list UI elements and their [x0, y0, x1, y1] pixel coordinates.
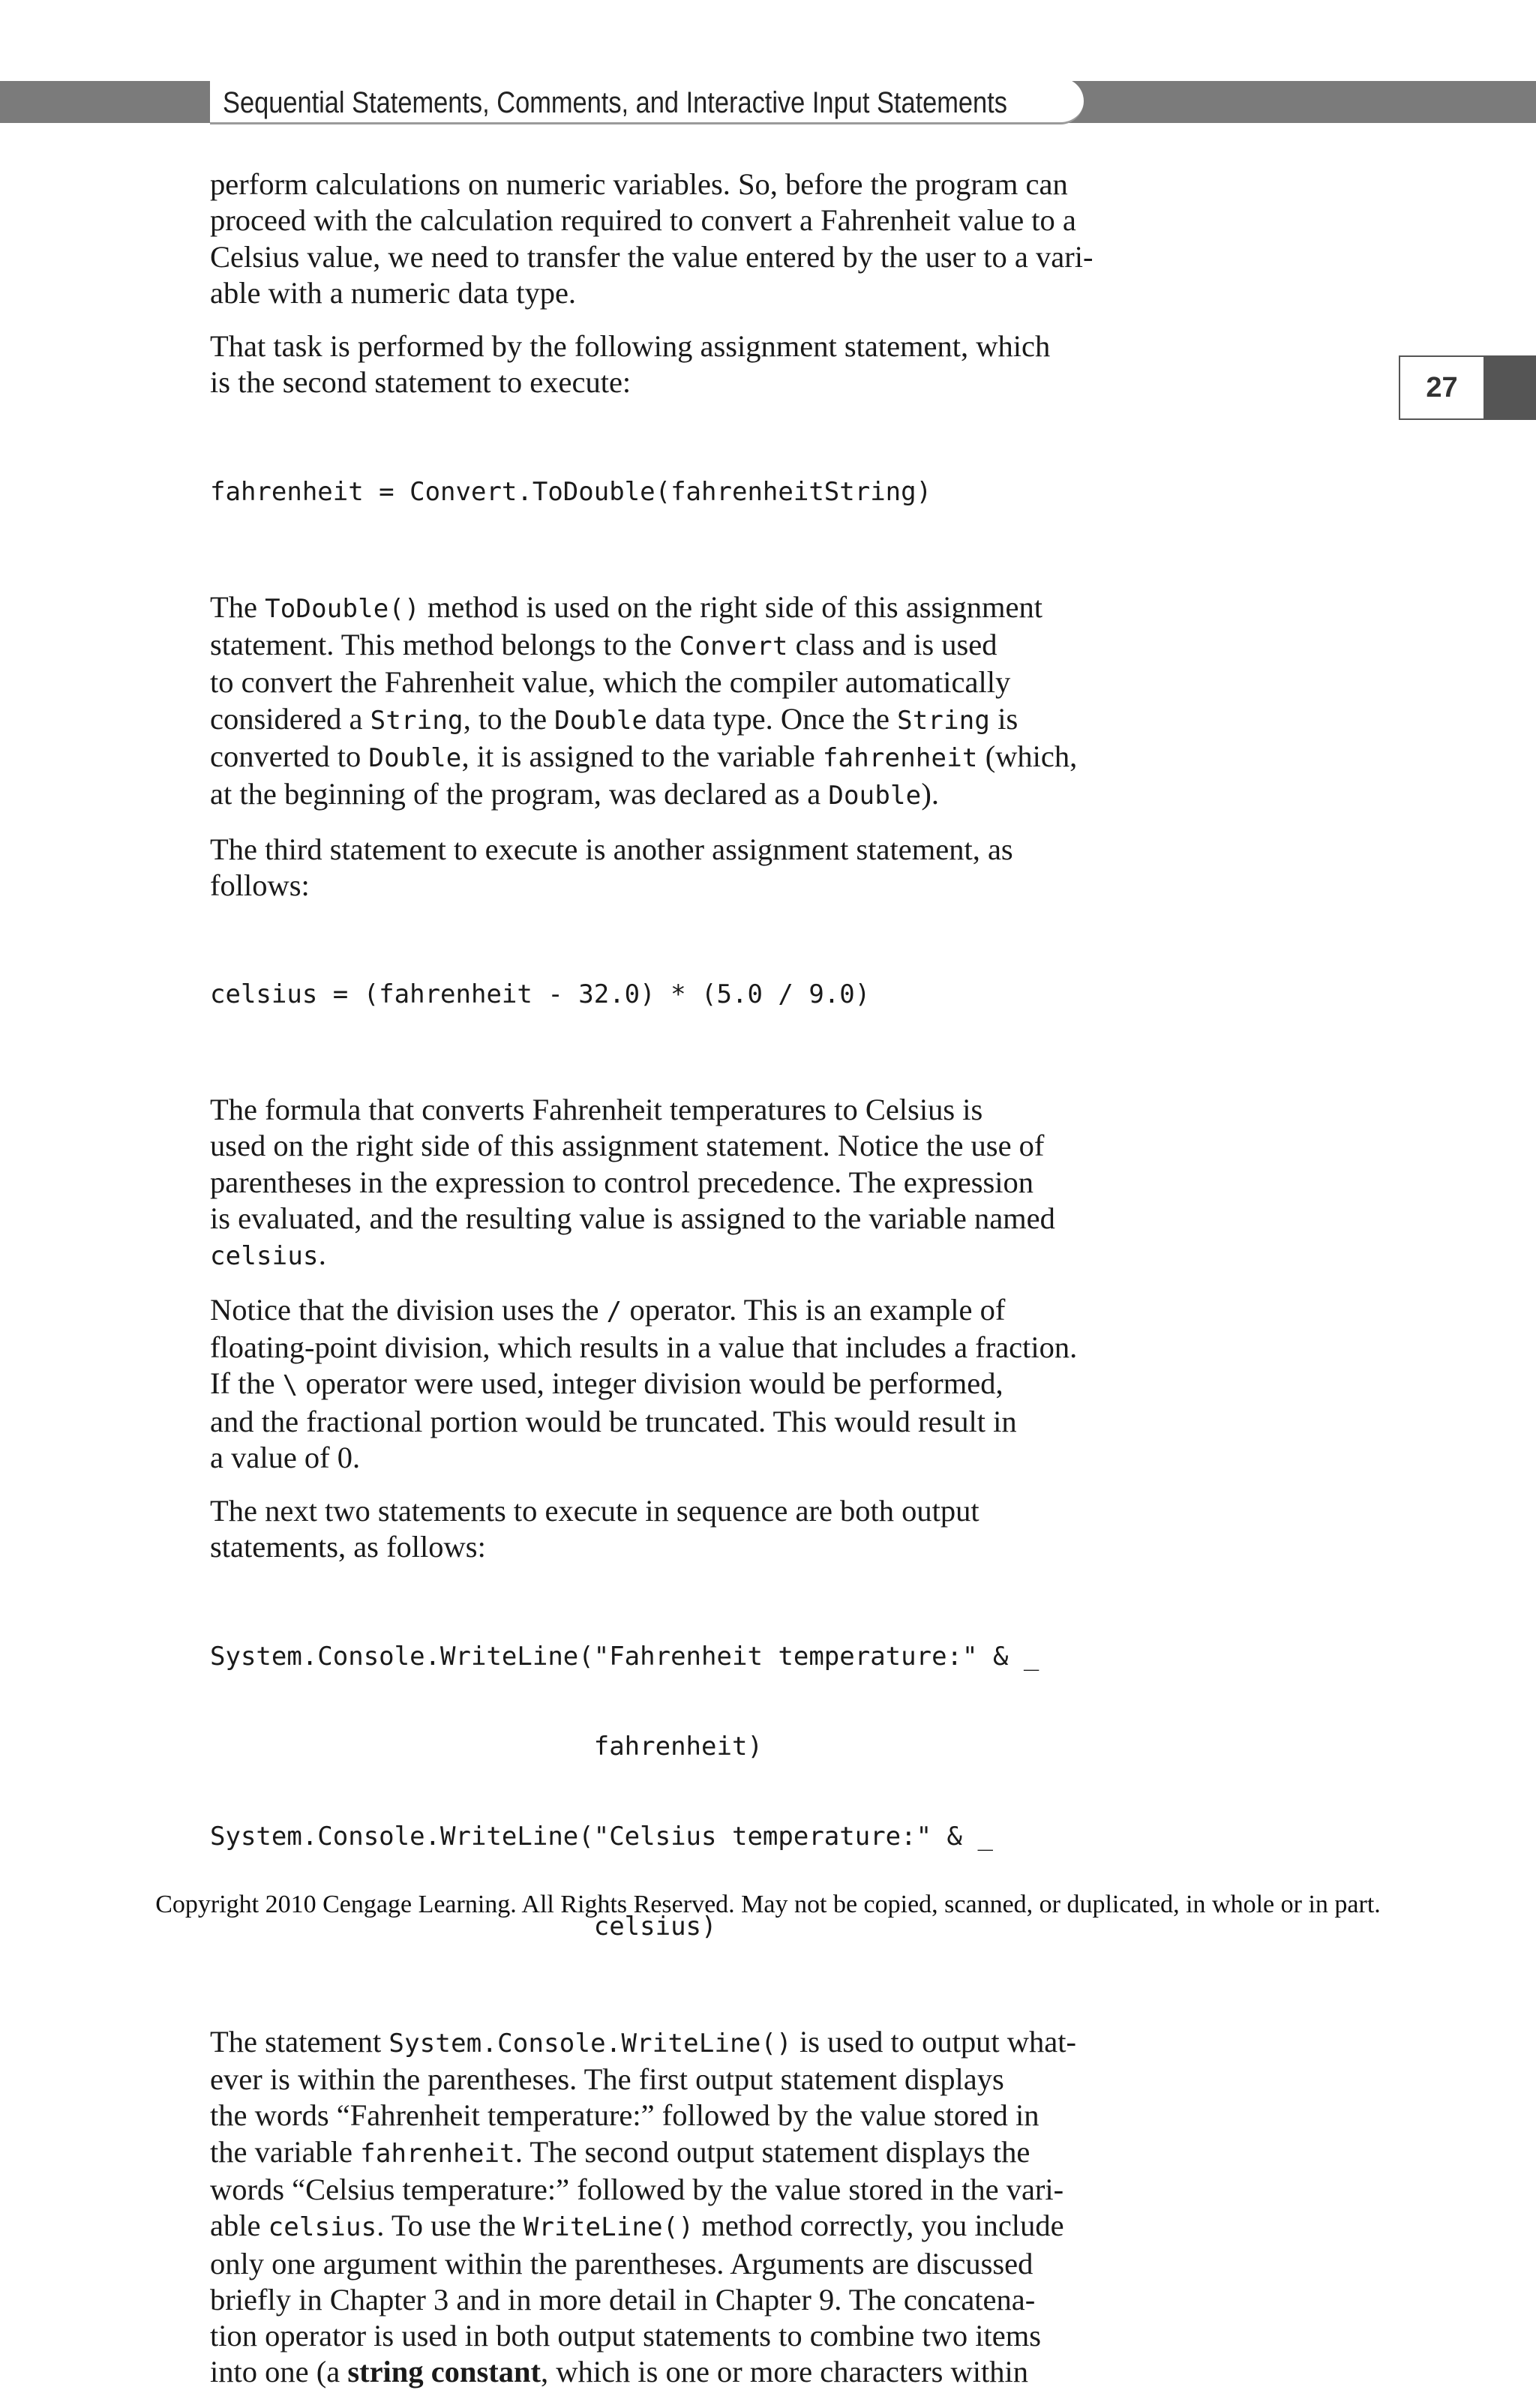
- code-convert-statement: fahrenheit = Convert.ToDouble(fahrenheitString): [210, 476, 932, 507]
- code-celsius-statement: celsius = (fahrenheit - 32.0) * (5.0 / 9.0): [210, 979, 871, 1010]
- copyright-footer: Copyright 2010 Cengage Learning. All Rights Reserved. May not be copied, scanned, or duplicated, in whole or in part.: [155, 1891, 1381, 1918]
- running-header-title: Sequential Statements, Comments, and Interactive Input Statements: [223, 86, 1007, 119]
- paragraph-4: The third statement to execute is another assignment statement, as follows:: [210, 832, 1013, 902]
- paragraph-5: The formula that converts Fahrenheit temperatures to Celsius is used on the right side of this assignment statement. Notice the use of parentheses in the expression to control precedence. The expression is evaluated, and the resulting value is assigned to the variable named celsius.: [210, 1093, 1055, 1272]
- paragraph-7: The next two statements to execute in sequence are both output statements, as follows:: [210, 1494, 980, 1564]
- paragraph-1: perform calculations on numeric variables. So, before the program can proceed with the calculation required to convert a Fahrenheit value to a Celsius value, we need to transfer the value entered by the user to a vari- able with a numeric data type.: [210, 167, 1094, 310]
- page-body: [210, 166, 1094, 2408]
- page-number: 27: [1399, 355, 1485, 420]
- paragraph-8: The statement System.Console.WriteLine() is used to output what- ever is within the parentheses. The first output statement displays the words “Fahrenheit temperature:” followed by the value stored in the variable fahrenheit. The second output statement displays the words “Celsius temperature:” followed by the value stored in the vari- able celsius. To use the WriteLine() method correctly, you include only one argument within the parentheses. Arguments are discussed briefly in Chapter 3 and in more detail in Chapter 9. The concatena- tion operator is used in both output statements to combine two items into one (a string constant, which is one or more characters within: [210, 2024, 1076, 2389]
- page-number-tab: [1485, 355, 1536, 420]
- paragraph-2: That task is performed by the following assignment statement, which is the second statement to execute:: [210, 329, 1051, 400]
- paragraph-3: The ToDouble() method is used on the right side of this assignment statement. This method belongs to the Convert class and is used to convert the Fahrenheit value, which the compiler automatically considered a String, to the Double data type. Once the String is converted to Double, it is assigned to the variable fahrenheit (which, at the beginning of the program, was declared as a Double).: [210, 589, 1078, 811]
- code-output-statements: System.Console.WriteLine("Fahrenheit temperature:" & _ fahrenheit) System.Console.WriteLine("Celsius temperature:" & _ celsius): [210, 1641, 1040, 1942]
- paragraph-6: Notice that the division uses the / operator. This is an example of floating-point division, which results in a value that includes a fraction. If the \ operator were used, integer division would be performed, and the fractional portion would be truncated. This would result in a value of 0.: [210, 1292, 1078, 1474]
